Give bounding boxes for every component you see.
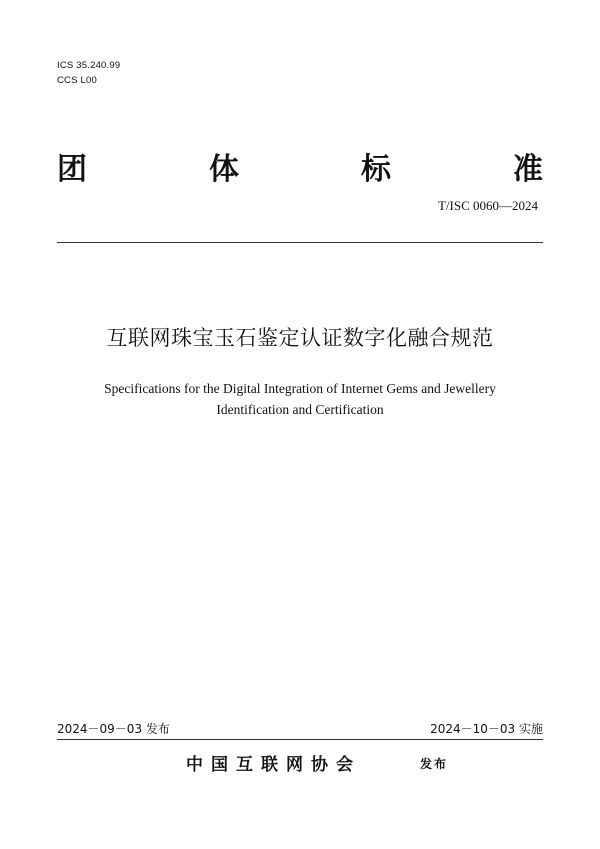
- publish-label: 发布: [420, 757, 449, 771]
- standard-type-heading: [57, 146, 543, 186]
- header-divider: [57, 242, 543, 243]
- publisher-line: [0, 750, 600, 776]
- ics-code: ICS 35.240.99: [57, 60, 121, 71]
- footer-divider: [57, 739, 543, 740]
- issue-date: 2024－09－03 发布: [57, 722, 170, 736]
- standard-type-char-3: 标: [361, 152, 391, 187]
- document-title-english: [60, 378, 540, 420]
- publisher-name: 中国互联网协会: [186, 755, 361, 775]
- title-english-line-2: Identification and Certification: [216, 402, 384, 417]
- standard-type-char-2: 体: [209, 152, 239, 187]
- classification-codes: [57, 58, 120, 88]
- standard-type-char-4: 准: [513, 152, 543, 187]
- standard-type-char-1: 团: [57, 152, 87, 187]
- title-english-line-1: Specifications for the Digital Integration of Internet Gems and Jewellery: [104, 381, 496, 396]
- implementation-date: 2024－10－03 实施: [430, 722, 543, 736]
- standard-number: T/ISC 0060—2024: [437, 198, 538, 213]
- document-title-chinese: 互联网珠宝玉石鉴定认证数字化融合规范: [106, 326, 494, 350]
- ccs-code: CCS L00: [57, 75, 97, 86]
